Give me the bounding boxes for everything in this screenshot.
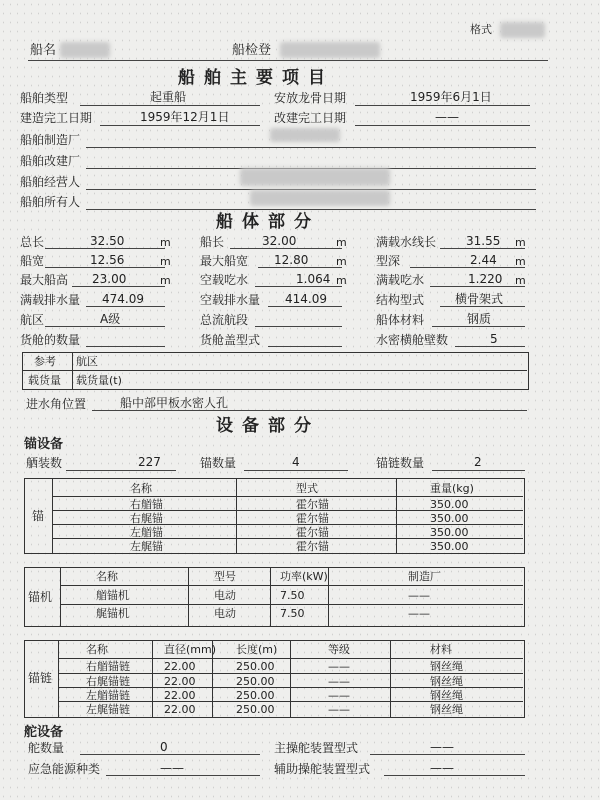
line — [45, 248, 165, 249]
chain-table-cell: 250.00 — [236, 675, 275, 688]
chain-table-cell: —— — [328, 689, 350, 702]
chain-count-label: 锚链数量 — [376, 456, 425, 470]
ref-cargo-label: 载货量 — [28, 374, 61, 387]
line — [22, 370, 527, 371]
unit: m — [515, 255, 526, 268]
line — [244, 470, 348, 471]
chain-table-cell: 22.00 — [164, 703, 196, 716]
unit: m — [336, 236, 347, 249]
windlass-table-cell: —— — [408, 589, 430, 602]
max-beam-label: 最大船宽 — [200, 254, 249, 268]
area-label: 航区 — [20, 313, 45, 327]
chain-table-cell: 22.00 — [164, 675, 196, 688]
line — [45, 326, 165, 327]
chain-table-header-2: 长度(m) — [236, 643, 278, 656]
line — [45, 267, 165, 268]
line — [72, 286, 165, 287]
loa-label: 总长 — [20, 235, 45, 249]
windlass-table-header-1: 型号 — [214, 570, 236, 583]
material-label: 船体材料 — [376, 313, 425, 327]
structure-label: 结构型式 — [376, 293, 425, 307]
chain-table-cell: 钢丝绳 — [430, 689, 463, 702]
line — [100, 125, 260, 126]
line — [188, 567, 189, 626]
lbp-label: 船长 — [200, 235, 225, 249]
anchor-table-cell: 350.00 — [430, 526, 469, 539]
anchor-table-cell: 霍尔锚 — [296, 512, 329, 525]
chain-table-cell: 250.00 — [236, 689, 275, 702]
windlass-table-cell: —— — [408, 607, 430, 620]
anchor-table-cell: 霍尔锚 — [296, 526, 329, 539]
chain-table-cell: 右艉锚链 — [86, 675, 130, 688]
line — [58, 673, 523, 674]
line — [52, 478, 53, 553]
keel-label: 安放龙骨日期 — [274, 91, 347, 105]
hull-title: 船体部分 — [216, 212, 320, 232]
line — [152, 640, 153, 717]
redacted-operator — [240, 168, 390, 186]
line — [60, 585, 523, 586]
redacted-format — [500, 22, 545, 38]
chain-table-cell: 钢丝绳 — [430, 675, 463, 688]
rudder-count-value: 0 — [160, 740, 168, 754]
anchor-table-cell: 350.00 — [430, 540, 469, 553]
line — [86, 346, 165, 347]
max-height-value: 23.00 — [92, 272, 127, 286]
light-draft-label: 空载吃水 — [200, 273, 249, 287]
line — [410, 267, 525, 268]
light-disp-label: 空载排水量 — [200, 293, 261, 307]
line — [258, 267, 342, 268]
line — [86, 209, 536, 210]
unit: m — [160, 274, 171, 287]
line — [268, 306, 342, 307]
line — [255, 286, 342, 287]
line — [396, 478, 397, 553]
inspection-label: 船检登 — [232, 43, 272, 58]
total-voyage-label: 总流航段 — [200, 313, 249, 327]
redacted-inspection — [280, 42, 380, 58]
chain-table-cell: 22.00 — [164, 660, 196, 673]
unit: m — [160, 255, 171, 268]
line — [355, 105, 530, 106]
rebuilder-label: 船舶改建厂 — [20, 154, 81, 168]
line — [270, 567, 271, 626]
line — [58, 640, 59, 717]
anchor-table-cell: 左艉锚 — [130, 540, 163, 553]
windlass-table-cell: 艏锚机 — [96, 589, 129, 602]
windlass-table-cell: 7.50 — [280, 589, 305, 602]
line — [355, 125, 530, 126]
line — [86, 147, 536, 148]
ref-cargo-value-label: 载货量(t) — [76, 374, 122, 387]
anchor-table-cell: 霍尔锚 — [296, 498, 329, 511]
windlass-table-side: 锚机 — [28, 590, 53, 604]
windlass-table-cell: 电动 — [214, 607, 236, 620]
line — [60, 604, 523, 605]
line — [384, 775, 525, 776]
equipment-title: 设备部分 — [216, 416, 320, 436]
anchor-count-value: 4 — [292, 455, 300, 469]
line — [370, 754, 525, 755]
structure-value: 横骨架式 — [455, 292, 504, 306]
line — [80, 105, 260, 106]
max-beam-value: 12.80 — [274, 253, 309, 267]
chain-count-value: 2 — [474, 455, 482, 469]
anchor-table-cell: 右艏锚 — [130, 498, 163, 511]
line — [430, 286, 525, 287]
chain-table-cell: —— — [328, 703, 350, 716]
line — [58, 658, 523, 659]
chain-table-cell: 250.00 — [236, 660, 275, 673]
windlass-table-header-0: 名称 — [96, 570, 118, 583]
light-disp-value: 414.09 — [285, 292, 327, 306]
unit: m — [515, 274, 526, 287]
bulkheads-label: 水密横舱壁数 — [376, 333, 449, 347]
max-height-label: 最大船高 — [20, 273, 69, 287]
full-disp-value: 474.09 — [102, 292, 144, 306]
chain-table-cell: 左艏锚链 — [86, 689, 130, 702]
line — [80, 754, 260, 755]
line — [268, 346, 342, 347]
full-draft-value: 1.220 — [468, 272, 503, 286]
anchor-table-cell: 左艏锚 — [130, 526, 163, 539]
line — [236, 478, 237, 553]
rudder-count-label: 舵数量 — [28, 741, 65, 755]
lbp-value: 32.00 — [262, 234, 297, 248]
chain-table-side: 锚链 — [28, 671, 53, 685]
rebuild-label: 改建完工日期 — [274, 111, 347, 125]
hold-type-label: 货舱盖型式 — [200, 333, 261, 347]
rudder-section-title: 舵设备 — [24, 725, 64, 740]
chain-table-cell: 钢丝绳 — [430, 660, 463, 673]
chain-table-cell: 钢丝绳 — [430, 703, 463, 716]
emergency-value: —— — [160, 761, 184, 775]
redacted-builder — [270, 128, 340, 142]
light-draft-value: 1.064 — [296, 272, 331, 286]
anchor-section-title: 锚设备 — [24, 437, 64, 452]
equip-num-label: 舾装数 — [26, 456, 63, 470]
depth-label: 型深 — [376, 254, 401, 268]
chain-table-cell: —— — [328, 660, 350, 673]
line — [290, 640, 291, 717]
chain-table-header-4: 材料 — [430, 643, 452, 656]
flood-value: 船中部甲板水密人孔 — [120, 396, 229, 410]
unit: m — [515, 236, 526, 249]
line — [328, 567, 329, 626]
redacted-ship-name — [60, 42, 110, 58]
material-value: 钢质 — [467, 312, 492, 326]
ship-type-label: 船舶类型 — [20, 91, 69, 105]
aux-steer-label: 辅助操舵装置型式 — [274, 762, 371, 776]
line — [106, 775, 260, 776]
area-value: A级 — [100, 312, 121, 326]
main-steer-value: —— — [430, 740, 454, 754]
line — [60, 567, 61, 626]
loa-value: 32.50 — [90, 234, 125, 248]
lwl-value: 31.55 — [466, 234, 501, 248]
line — [230, 248, 342, 249]
depth-value: 2.44 — [470, 253, 497, 267]
line — [455, 346, 525, 347]
line — [255, 326, 342, 327]
unit: m — [336, 255, 347, 268]
rebuild-value: —— — [435, 110, 459, 124]
full-disp-label: 满载排水量 — [20, 293, 81, 307]
owner-label: 船舶所有人 — [20, 195, 81, 209]
line — [440, 306, 525, 307]
line — [92, 410, 527, 411]
equip-num-value: 227 — [138, 455, 161, 469]
beam-value: 12.56 — [90, 253, 125, 267]
anchor-table-cell: 霍尔锚 — [296, 540, 329, 553]
chain-table-cell: 左艉锚链 — [86, 703, 130, 716]
anchor-table-cell: 350.00 — [430, 498, 469, 511]
chain-table-header-0: 名称 — [86, 643, 108, 656]
line — [86, 306, 165, 307]
cargo-holds-label: 货舱的数量 — [20, 333, 81, 347]
windlass-table-header-3: 制造厂 — [408, 570, 441, 583]
emergency-label: 应急能源种类 — [28, 762, 101, 776]
anchor-count-label: 锚数量 — [200, 456, 237, 470]
line — [390, 640, 391, 717]
line — [432, 326, 525, 327]
line — [66, 470, 176, 471]
windlass-table-cell: 艉锚机 — [96, 607, 129, 620]
format-label: 格式 — [470, 23, 492, 36]
completion-label: 建造完工日期 — [20, 111, 93, 125]
ref-area-label: 航区 — [76, 355, 98, 368]
anchor-table-header-0: 名称 — [130, 482, 152, 495]
line — [52, 496, 523, 497]
unit: m — [336, 274, 347, 287]
chain-table-header-1: 直径(mm) — [164, 643, 217, 656]
unit: m — [160, 236, 171, 249]
line — [432, 470, 525, 471]
lwl-label: 满载水线长 — [376, 235, 437, 249]
main-steer-label: 主操舵装置型式 — [274, 741, 359, 755]
chain-table-cell: 250.00 — [236, 703, 275, 716]
bulkheads-value: 5 — [490, 332, 498, 346]
full-draft-label: 满载吃水 — [376, 273, 425, 287]
windlass-table-header-2: 功率(kW) — [280, 570, 328, 583]
chain-table-cell: 22.00 — [164, 689, 196, 702]
ship-type-value: 起重船 — [150, 90, 187, 104]
ref-label: 参考 — [34, 355, 56, 368]
chain-table-cell: 右艏锚链 — [86, 660, 130, 673]
line — [440, 248, 525, 249]
keel-value: 1959年6月1日 — [410, 90, 492, 104]
chain-table-cell: —— — [328, 675, 350, 688]
anchor-table-cell: 350.00 — [430, 512, 469, 525]
anchor-table-header-1: 型式 — [296, 482, 318, 495]
windlass-table-cell: 电动 — [214, 589, 236, 602]
ship-name-label: 船名 — [30, 43, 57, 58]
anchor-table-cell: 右艉锚 — [130, 512, 163, 525]
main-items-title: 船舶主要项目 — [178, 68, 334, 88]
chain-table-header-3: 等级 — [328, 643, 350, 656]
anchor-table-header-2: 重量(kg) — [430, 482, 474, 495]
beam-label: 船宽 — [20, 254, 45, 268]
windlass-table-cell: 7.50 — [280, 607, 305, 620]
aux-steer-value: —— — [430, 761, 454, 775]
flood-label: 进水角位置 — [26, 397, 87, 411]
anchor-table-side: 锚 — [32, 509, 45, 523]
redacted-owner — [250, 190, 390, 206]
completion-value: 1959年12月1日 — [140, 110, 230, 124]
header-underline — [28, 60, 548, 61]
builder-label: 船舶制造厂 — [20, 133, 81, 147]
operator-label: 船舶经营人 — [20, 175, 81, 189]
